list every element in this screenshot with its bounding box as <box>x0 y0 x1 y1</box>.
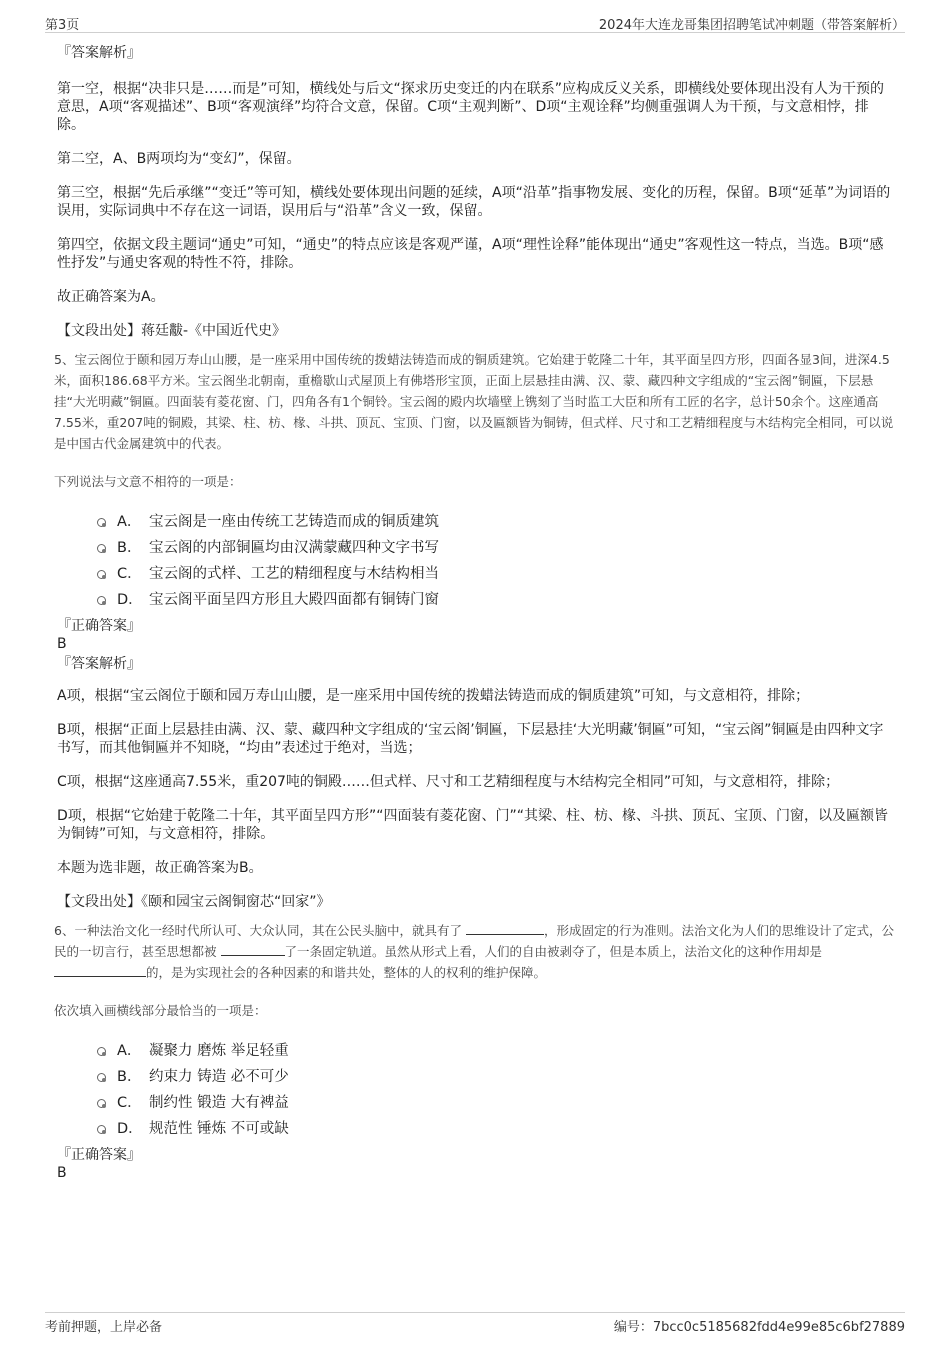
document-body <box>54 44 895 1182</box>
footer-slogan: 考前押题，上岸必备 <box>45 1320 163 1335</box>
radio-icon[interactable] <box>97 570 106 579</box>
radio-icon[interactable] <box>97 1047 106 1056</box>
option-c[interactable]: C． 制约性 锻造 大有裨益 <box>57 1090 895 1116</box>
option-d[interactable]: D． 宝云阁平面呈四方形且大殿四面都有铜铸门窗 <box>57 587 895 613</box>
analysis-label: 『答案解析』 <box>57 45 141 61</box>
option-d[interactable]: D． 规范性 锤炼 不可或缺 <box>57 1116 895 1142</box>
analysis-paragraph: A项，根据“宝云阁位于颐和园万寿山山腰，是一座采用中国传统的拨蜡法铸造而成的铜质建筑”可知，与文意相符，排除； <box>57 688 810 704</box>
question-prompt: 下列说法与文意不相符的一项是： <box>54 474 242 489</box>
page-header <box>45 14 905 33</box>
source-citation: 【文段出处】蒋廷黻-《中国近代史》 <box>57 323 287 339</box>
document-id: 编号：7bcc0c5185682fdd4e99e85c6bf27889 <box>613 1320 905 1335</box>
radio-icon[interactable] <box>97 1125 106 1134</box>
analysis-paragraph: B项，根据“正面上层悬挂由满、汉、蒙、藏四种文字组成的‘宝云阁’铜匾，下层悬挂‘大光明藏’铜匾”可知，“宝云阁”铜匾是由四种文字书写，而其他铜匾并不知晓，“均由”表述过于绝对，当选； <box>57 722 884 756</box>
source-citation: 【文段出处】《颐和园宝云阁铜窗芯“回家”》 <box>57 894 331 910</box>
option-a[interactable]: A． 宝云阁是一座由传统工艺铸造而成的铜质建筑 <box>57 509 895 535</box>
radio-icon[interactable] <box>97 596 106 605</box>
radio-icon[interactable] <box>97 518 106 527</box>
page-footer <box>45 1312 905 1336</box>
answer-label: 『正确答案』 <box>57 618 141 634</box>
conclusion: 故正确答案为A。 <box>57 289 165 305</box>
question-passage: 5、宝云阁位于颐和园万寿山山腰，是一座采用中国传统的拨蜡法铸造而成的铜质建筑。它始建于乾隆二十年，其平面呈四方形，四面各显3间，进深4.5米，面积186.68平方米。宝云阁坐北朝南，重檐歇山式屋顶上有佛塔形宝顶，正面上层悬挂由满、汉、蒙、藏四种文字组成的“宝云阁”铜匾，下层悬挂“大光明藏”铜匾。四面装有菱花窗、门，四角各有1个铜铃。宝云阁的殿内坎墙壁上镌刻了当时监工大臣和所有工匠的名字，总计50余个。这座通高7.55米，重207吨的铜殿，其梁、柱、枋、椽、斗拱、顶瓦、宝顶、门窗，以及匾额皆为铜铸，但式样、尺寸和工艺精细程度与木结构完全相同，可以说是中国古代金属建筑中的代表。 <box>54 352 894 451</box>
document-title: 2024年大连龙哥集团招聘笔试冲刺题（带答案解析） <box>598 18 905 33</box>
option-a[interactable]: A． 凝聚力 磨炼 举足轻重 <box>57 1038 895 1064</box>
fill-blank <box>54 964 146 977</box>
analysis-paragraph: D项，根据“它始建于乾隆二十年，其平面呈四方形”“四面装有菱花窗、门”“其梁、柱、枋、椽、斗拱、顶瓦、宝顶、门窗，以及匾额皆为铜铸”可知，与文意相符，排除。 <box>57 808 889 842</box>
answer-value: B <box>57 636 67 652</box>
analysis-paragraph: 第四空，依据文段主题词“通史”可知，“通史”的特点应该是客观严谨，A项“理性诠释”能体现出“通史”客观性这一特点，当选。B项“感性抒发”与通史客观的特性不符，排除。 <box>57 237 884 271</box>
option-b[interactable]: B． 宝云阁的内部铜匾均由汉满蒙藏四种文字书写 <box>57 535 895 561</box>
analysis-label: 『答案解析』 <box>57 656 141 672</box>
analysis-paragraph: 第二空，A、B两项均为“变幻”，保留。 <box>57 151 301 167</box>
question-passage: 6、一种法治文化一经时代所认可、大众认同，其在公民头脑中，就具有了 ，形成固定的行为准则。法治文化为人们的思维设计了定式，公民的一切言行，甚至思想都被 了一条固定轨道。虽然从形式上看，人们的自由被剥夺了，但是本质上，法治文化的这种作用却是 的，是为实现社会的各种因素的和谐共处，整体的人的权利的维护保障。 <box>54 923 894 980</box>
option-b[interactable]: B． 约束力 铸造 必不可少 <box>57 1064 895 1090</box>
radio-icon[interactable] <box>97 1073 106 1082</box>
analysis-paragraph: 第三空，根据“先后承继”“变迁”等可知，横线处要体现出问题的延续，A项“沿革”指事物发展、变化的历程，保留。B项“延革”为词语的误用，实际词典中不存在这一词语，误用后与“沿革”含义一致，保留。 <box>57 185 891 219</box>
fill-blank <box>221 943 285 956</box>
radio-icon[interactable] <box>97 1099 106 1108</box>
option-list <box>57 509 895 613</box>
radio-icon[interactable] <box>97 544 106 553</box>
option-c[interactable]: C． 宝云阁的式样、工艺的精细程度与木结构相当 <box>57 561 895 587</box>
option-list <box>57 1038 895 1142</box>
answer-label: 『正确答案』 <box>57 1147 141 1163</box>
analysis-paragraph: 第一空，根据“决非只是……而是”可知，横线处与后文“探求历史变迁的内在联系”应构成反义关系，即横线处要体现出没有人为干预的意思，A项“客观描述”、B项“客观演绎”均符合文意，保留。C项“主观判断”、D项“主观诠释”均侧重强调人为干预，与文意相悖，排除。 <box>57 81 885 133</box>
fill-blank <box>466 922 544 935</box>
answer-value: B <box>57 1165 67 1181</box>
page-number: 第3页 <box>45 18 80 33</box>
question-prompt: 依次填入画横线部分最恰当的一项是： <box>54 1003 267 1018</box>
analysis-paragraph: C项，根据“这座通高7.55米，重207吨的铜殿……但式样、尺寸和工艺精细程度与木结构完全相同”可知，与文意相符，排除； <box>57 774 840 790</box>
conclusion: 本题为选非题，故正确答案为B。 <box>57 860 263 876</box>
